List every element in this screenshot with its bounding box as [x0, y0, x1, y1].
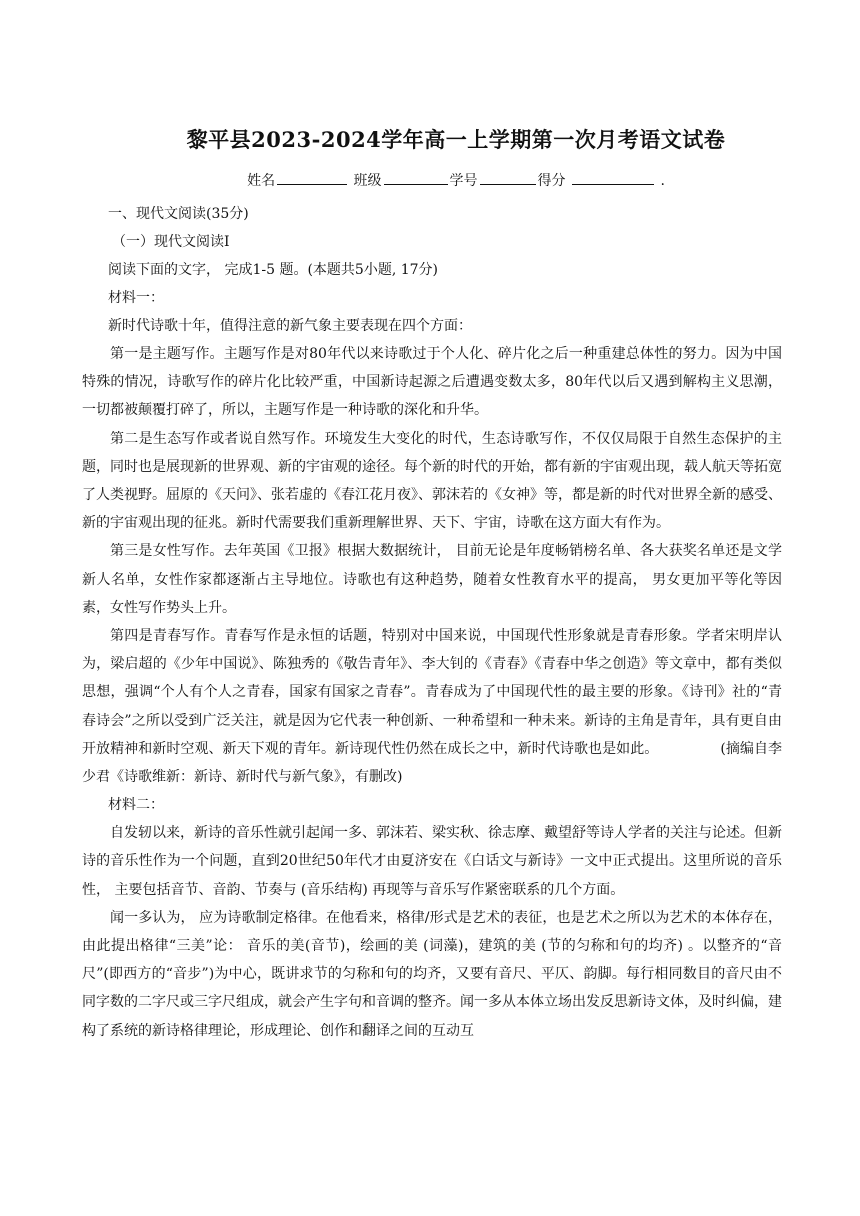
score-blank[interactable] — [572, 170, 654, 185]
class-blank[interactable] — [384, 170, 448, 185]
material-one-label: 材料一： — [108, 290, 164, 306]
student-info-line — [108, 170, 782, 192]
material-one-paragraph-1: 第一是主题写作。主题写作是对80年代以来诗歌过于个人化、碎片化之后一种重建总体性的努力。因为中国特殊的情况，诗歌写作的碎片化比较严重，中国新诗起源之后遭遇变数太多，80年代以后又遇到解构主义思潮，一切都被颠覆打碎了，所以，主题写作是一种诗歌的深化和升华。 — [82, 346, 782, 419]
material-one-source: (摘编自李少君《诗歌维新：新诗、新时代与新气象》，有删改) — [82, 740, 782, 786]
material-one-paragraph-3: 第三是女性写作。去年英国《卫报》根据大数据统计， 目前无论是年度畅销榜名单、各大获奖名单还是文学新人名单，女性作家都逐渐占主导地位。诗歌也有这种趋势，随着女性教育水平的提高， 男女更加平等化等因素，女性写作势头上升。 — [82, 543, 782, 616]
section-heading: 一、现代文阅读(35分) — [108, 206, 249, 222]
material-two-label: 材料二： — [108, 797, 164, 814]
reading-instruction: 阅读下面的文字， 完成1-5 题。(本题共5小题, 17分) — [108, 262, 438, 278]
subsection-heading: （一）现代文阅读Ⅰ — [112, 234, 230, 250]
name-blank[interactable] — [277, 170, 347, 185]
end-mark: . — [660, 173, 665, 189]
name-label: 姓名 — [247, 173, 276, 189]
material-one-intro: 新时代诗歌十年，值得注意的新气象主要表现在四个方面： — [108, 318, 472, 334]
score-label: 得分 — [537, 173, 566, 189]
material-two-paragraph-2: 闻一多认为， 应为诗歌制定格律。在他看来，格律/形式是艺术的表征，也是艺术之所以为艺术的本体存在， 由此提出格律“三美”论： 音乐的美(音节)，绘画的美 (词藻)，建筑的美 (节的匀称和句的均齐) 。以整齐的“音尺”(即西方的“音步”)为中心，既讲求节的匀称和句的均齐，又要有音尺、平仄、韵脚。每行相同数目的音尺由不同字数的二字尺或三字尺组成，就会产生字句和音调的整齐。闻一多从本体立场出发反思新诗文体，及时纠偏，建构了系统的新诗格律理论，形成理论、创作和翻译之间的互动互 — [82, 909, 782, 1039]
material-two-paragraph-1: 自发轫以来，新诗的音乐性就引起闻一多、郭沫若、梁实秋、徐志摩、戴望舒等诗人学者的关注与论述。但新诗的音乐性作为一个问题，直到20世纪50年代才由夏济安在《白话文与新诗》一文中正式提出。这里所说的音乐性， 主要包括音节、音韵、节奏与 (音乐结构) 再现等与音乐写作紧密联系的几个方面。 — [82, 825, 782, 898]
exam-title: 黎平县2023-2024学年高一上学期第一次月考语文试卷 — [186, 127, 726, 152]
material-one-paragraph-4 — [82, 622, 782, 791]
student-id-blank[interactable] — [480, 170, 536, 185]
material-one-paragraph-2: 第二是生态写作或者说自然写作。环境发生大变化的时代，生态诗歌写作，不仅仅局限于自然生态保护的主题，同时也是展现新的世界观、新的宇宙观的途径。每个新的时代的开始，都有新的宇宙观出现，载人航天等拓宽了人类视野。屈原的《天问》、张若虚的《春江花月夜》、郭沫若的《女神》等，都是新的时代对世界全新的感受、新的宇宙观出现的征兆。新时代需要我们重新理解世界、天下、宇宙，诗歌在这方面大有作为。 — [82, 430, 782, 532]
class-label: 班级 — [353, 173, 382, 189]
student-id-label: 学号 — [449, 173, 478, 189]
material-one-paragraph-4-text: 第四是青春写作。青春写作是永恒的话题，特别对中国来说，中国现代性形象就是青春形象。学者宋明岸认为，梁启超的《少年中国说》、陈独秀的《敬告青年》、李大钊的《青春》《青春中华之创造》等文章中，都有类似思想，强调“个人有个人之青春，国家有国家之青春”。青春成为了中国现代性的最主要的形象。《诗刊》社的“青春诗会”之所以受到广泛关注，就是因为它代表一种创新、一种希望和一种未来。新诗的主角是青年，具有更自由开放精神和新时空观、新天下观的青年。新诗现代性仍然在成长之中，新时代诗歌也是如此。 — [82, 628, 782, 757]
